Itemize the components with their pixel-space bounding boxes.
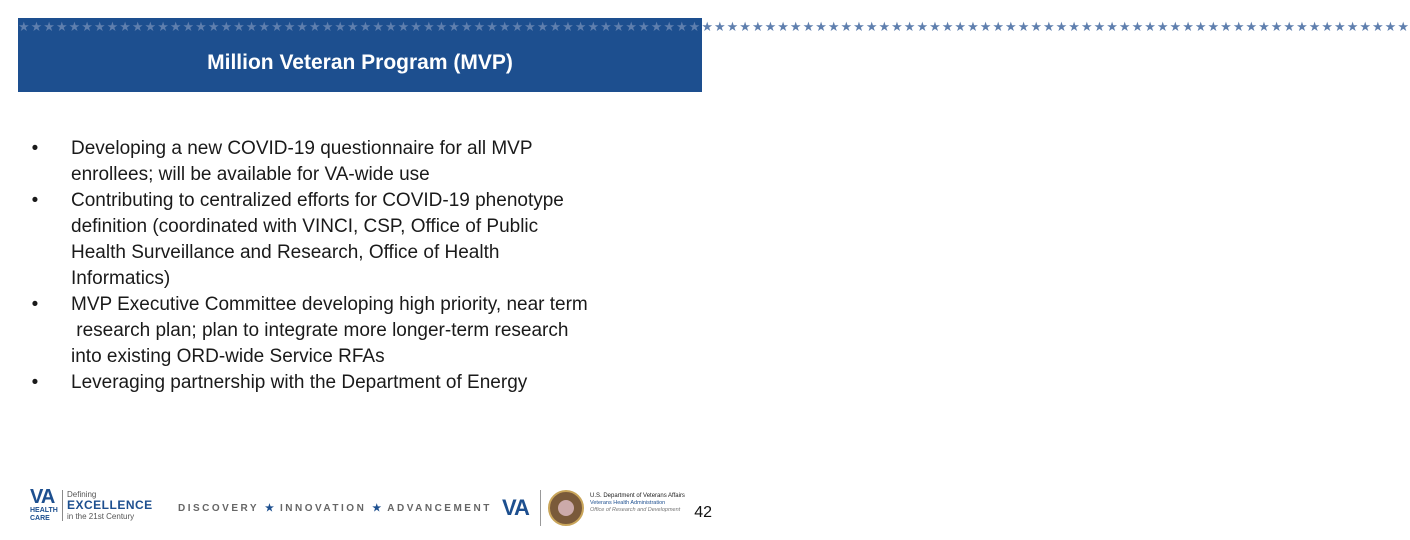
- page-number: 42: [694, 504, 712, 521]
- bullet-marker: •: [31, 190, 39, 211]
- defining-text: Defining: [67, 490, 97, 499]
- title-banner: [18, 18, 1410, 92]
- va-care-text: CARE: [30, 515, 50, 522]
- bullet-line: Leveraging partnership with the Department of Energy: [71, 372, 528, 393]
- dept-line-2: Veterans Health Administration: [590, 500, 666, 506]
- department-text: [590, 492, 685, 514]
- footer: [0, 482, 720, 540]
- star-icon: ★: [265, 503, 274, 514]
- bullet-line: enrollees; will be available for VA-wide use: [71, 164, 430, 185]
- star-pattern: ★★★★★★★★★★★★★★★★★★★★★★★★★★★★★★★★★★★★★★★★★★★★★★★★★★★★★★★★★★★★★★★★★★★★★★★★★★★★★★★★★★★★★★★★★★★★★★★★★★★★★★★★★★★★★★: [18, 19, 1410, 34]
- bullet-item: [28, 188, 688, 292]
- bullet-line: research plan; plan to integrate more longer-term research: [71, 320, 569, 341]
- tagline: [178, 503, 492, 514]
- star-icon: ★: [372, 503, 382, 514]
- bullet-line: definition (coordinated with VINCI, CSP, Office of Public: [71, 216, 539, 237]
- bullet-item: [28, 136, 688, 188]
- bullet-item: [28, 370, 688, 396]
- va-health-text: HEALTH: [30, 507, 58, 514]
- tag-innovation: INNOVATION: [280, 503, 367, 514]
- seal-center: [558, 500, 574, 516]
- bullet-marker: •: [31, 294, 39, 315]
- bullet-item: [28, 292, 688, 370]
- slide-title: Million Veteran Program (MVP): [207, 51, 513, 74]
- va-logo-text: VA: [30, 486, 55, 508]
- va-logo: VA: [502, 495, 529, 520]
- bullet-line: Informatics): [71, 268, 171, 289]
- bullet-line: MVP Executive Committee developing high priority, near term: [71, 294, 588, 315]
- bullet-marker: •: [31, 138, 39, 159]
- slide-content: [28, 136, 688, 396]
- excellence-text: EXCELLENCE: [67, 498, 153, 512]
- century-text: in the 21st Century: [67, 512, 135, 521]
- dept-line-3: Office of Research and Development: [590, 507, 681, 513]
- bullet-line: Contributing to centralized efforts for COVID-19 phenotype: [71, 190, 564, 211]
- va-seal-icon: [548, 490, 584, 526]
- bullet-line: into existing ORD-wide Service RFAs: [71, 346, 385, 367]
- tag-advancement: ADVANCEMENT: [387, 503, 492, 514]
- bullet-line: Health Surveillance and Research, Office of Health: [71, 242, 500, 263]
- va-health-care-logo: [30, 487, 58, 523]
- bullet-list: [28, 136, 688, 396]
- bullet-line: Developing a new COVID-19 questionnaire for all MVP: [71, 138, 533, 159]
- bullet-marker: •: [31, 372, 39, 393]
- dept-line-1: U.S. Department of Veterans Affairs: [590, 493, 685, 499]
- divider: [540, 490, 541, 526]
- defining-excellence-logo: [62, 490, 153, 521]
- tag-discovery: DISCOVERY: [178, 503, 260, 514]
